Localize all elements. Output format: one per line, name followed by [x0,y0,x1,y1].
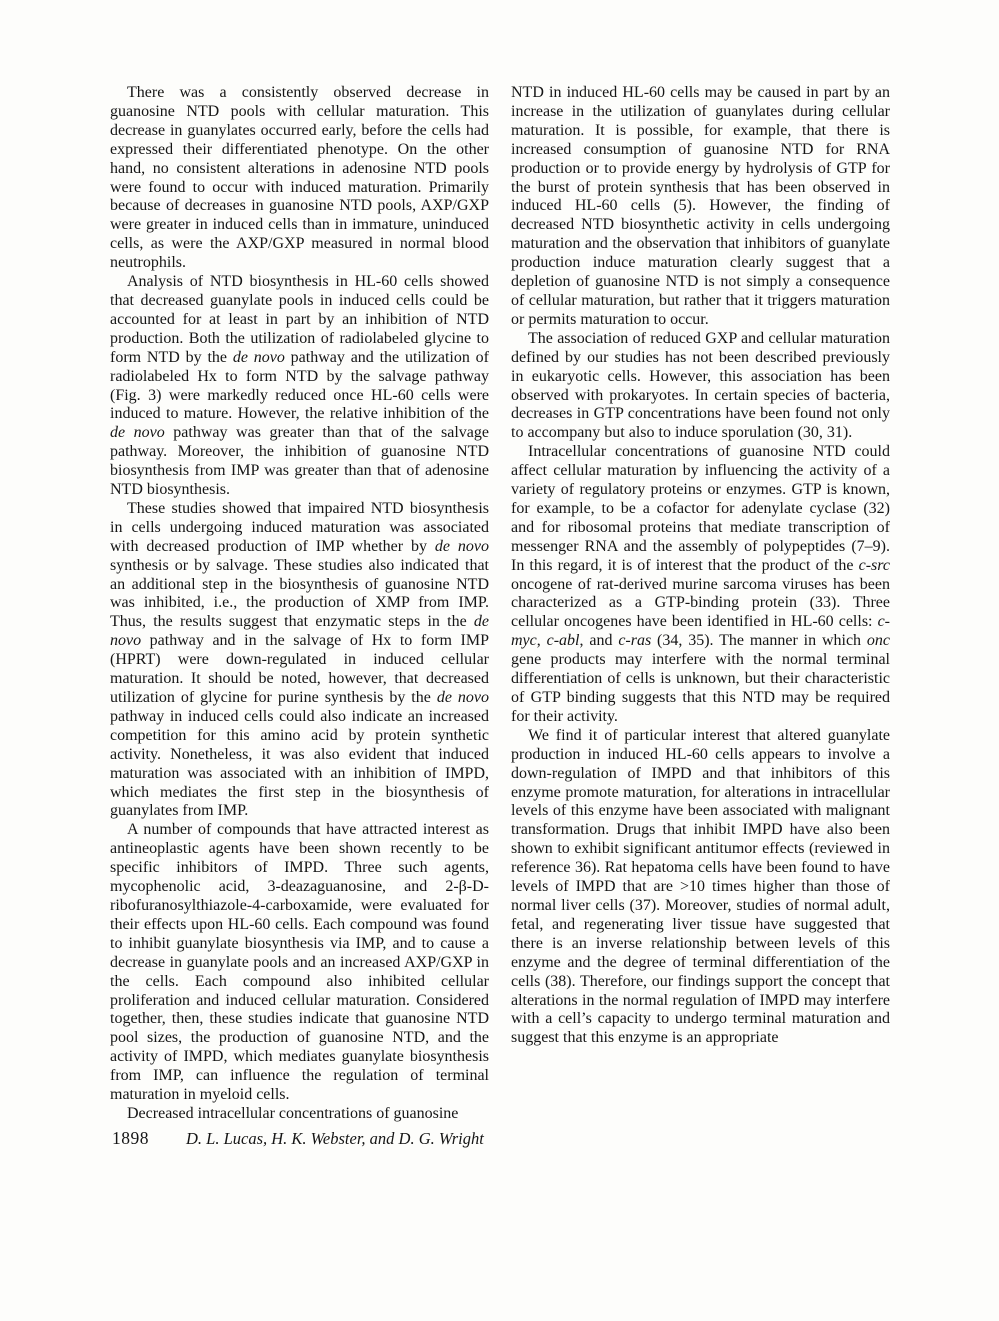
paragraph: We find it of particular interest that altered guanylate production in induced HL-60 cells appears to involve a down-regulation of IMPD and that inhibitors of this enzyme promote maturation, for alterations in intracellular levels of this enzyme have been associated with malignant transformation. Drugs that inhibit IMPD have also been shown to exhibit significant antitumor effects (reviewed in reference 36). Rat hepatoma cells have been found to have levels of IMPD that are >10 times higher than those of normal liver cells (37). Moreover, studies of normal adult, fetal, and regenerating liver tissue have suggested that there is an inverse relationship between levels of this enzyme and the degree of terminal differentiation of the cells (38). Therefore, our findings support the concept that alterations in the normal regulation of IMPD may interfere with a cell’s capacity to undergo terminal maturation and suggest that this enzyme is an appropriate [511,726,890,1047]
paragraph: Analysis of NTD biosynthesis in HL-60 cells showed that decreased guanylate pools in induced cells could be accounted for at least in part by an inhibition of NTD production. Both the utilization of radiolabeled glycine to form NTD by the de novo pathway and the utilization of radiolabeled Hx to form NTD by the salvage pathway (Fig. 3) were markedly reduced once HL-60 cells were induced to mature. However, the relative inhibition of the de novo pathway was greater than that of the salvage pathway. Moreover, the inhibition of guanosine NTD biosynthesis from IMP was greater than that of adenosine NTD biosynthesis. [110,273,489,499]
paragraph: There was a consistently observed decrease in guanosine NTD pools with cellular maturation. This decrease in guanylates occurred early, before the cells had expressed their differentiated phenotype. On the other hand, no consistent alterations in adenosine NTD pools were found to occur with induced maturation. Primarily because of decreases in guanosine NTD pools, AXP/GXP were greater in induced cells than in immature, uninduced cells, as were the AXP/GXP measured in normal blood neutrophils. [110,84,489,272]
running-authors: D. L. Lucas, H. K. Webster, and D. G. Wright [186,1129,484,1148]
paragraph: The association of reduced GXP and cellular maturation defined by our studies has not been described previously in eukaryotic cells. However, this association has been observed with prokaryotes. In certain species of bacteria, decreases in GTP concentrations have been found not only to accompany but also to induce sporulation (30, 31). [511,329,890,442]
two-column-text-block [110,84,890,1124]
page-footer [112,1128,484,1149]
left-column [110,84,489,1124]
paragraph: These studies showed that impaired NTD biosynthesis in cells undergoing induced maturation was associated with decreased production of IMP whether by de novo synthesis or by salvage. These studies also indicated that an additional step in the biosynthesis of guanosine NTD was inhibited, i.e., the production of XMP from IMP. Thus, the results suggest that enzymatic steps in the de novo pathway and in the salvage of Hx to form IMP (HPRT) were down-regulated in induced cellular maturation. It should be noted, however, that decreased utilization of glycine for purine synthesis by the de novo pathway in induced cells could also indicate an increased competition for this amino acid by protein synthetic activity. Nonetheless, it was also evident that induced maturation was associated with an inhibition of IMPD, which mediates the first step in the biosynthesis of guanylates from IMP. [110,499,490,820]
paragraph: NTD in induced HL-60 cells may be caused in part by an increase in the utilization of guanylates during cellular maturation. It is possible, for example, that there is increased consumption of guanosine NTD for RNA production or to provide energy by hydrolysis of GTP for the burst of protein synthesis that has been observed in induced HL-60 cells (5). However, the finding of decreased NTD biosynthetic activity in cells undergoing maturation and the observation that inhibitors of guanylate production induce maturation clearly suggest that a depletion of guanosine NTD is not simply a consequence of cellular maturation, but rather that it triggers maturation or permits maturation to occur. [511,84,890,328]
paragraph: A number of compounds that have attracted interest as antineoplastic agents have been shown recently to be specific inhibitors of IMPD. Three such agents, mycophenolic acid, 3-deazaguanosine, and 2-β-D-ribofuranosylthiazole-4-carboxamide, were evaluated for their effects upon HL-60 cells. Each compound was found to inhibit guanylate biosynthesis via IMP, and to cause a decrease in guanylate pools and an increased AXP/GXP in the cells. Each compound also inhibited cellular proliferation and induced cellular maturation. Considered together, then, these studies indicate that guanosine NTD pool sizes, the production of guanosine NTD, and the activity of IMPD, which mediates guanylate biosynthesis from IMP, can influence the regulation of terminal maturation in myeloid cells. [110,821,489,1104]
paragraph: Decreased intracellular concentrations of guanosine [127,1104,459,1122]
right-column [511,84,890,1124]
page-number: 1898 [112,1128,149,1148]
paragraph: Intracellular concentrations of guanosine NTD could affect cellular maturation by influencing the activity of a variety of regulatory proteins or enzymes. GTP is known, for example, to be a cofactor for adenylate cyclase (32) and for ribosomal proteins that mediate transcription of messenger RNA and the assembly of polypeptides (7–9). In this regard, it is of interest that the product of the c-src oncogene of rat-derived murine sarcoma viruses has been characterized as a GTP-binding protein (33). Three cellular oncogenes have been identified in HL-60 cells: c-myc, c-abl, and c-ras (34, 35). The manner in which onc gene products may interfere with the normal terminal differentiation of cells is unknown, but their characteristic of GTP binding suggests that this NTD may be required for their activity. [511,443,891,725]
